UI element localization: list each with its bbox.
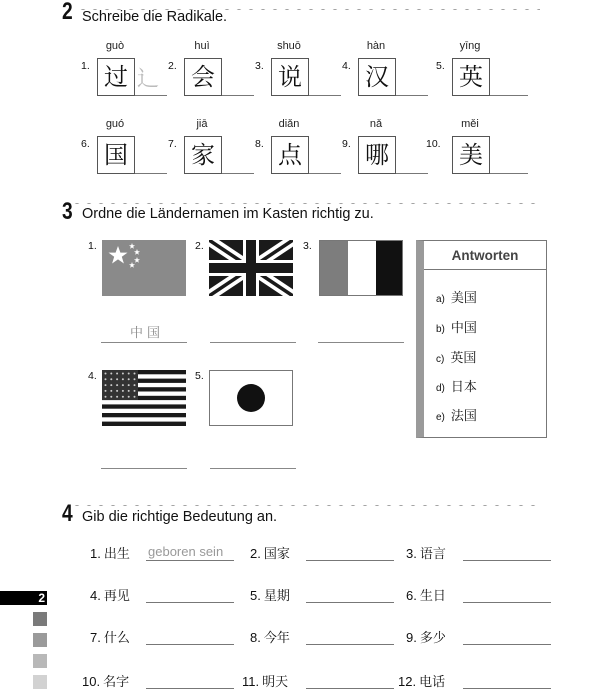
pinyin-label: yīng xyxy=(459,40,481,52)
character-box: 英 xyxy=(452,58,490,96)
pinyin-label: guò xyxy=(105,40,125,52)
character-box: 美 xyxy=(452,136,490,174)
section-4-dotted-divider xyxy=(74,498,542,506)
meaning-answer-line[interactable] xyxy=(146,644,234,645)
meaning-answer-line[interactable] xyxy=(306,644,394,645)
vocab-word: 3. 语言 xyxy=(406,546,446,562)
vocab-word: 9. 多少 xyxy=(406,630,446,646)
italy-flag xyxy=(319,240,403,296)
vocab-word: 2. 国家 xyxy=(250,546,290,562)
item-number: 3. xyxy=(255,60,264,72)
pinyin-label: guó xyxy=(105,118,125,130)
answer-c: c) 英国 xyxy=(436,351,477,366)
item-number: 2. xyxy=(168,60,177,72)
item-number: 10. xyxy=(426,138,441,150)
item-number: 9. xyxy=(342,138,351,150)
pinyin-label: nǎ xyxy=(369,118,383,130)
page-number-tab: 2 xyxy=(0,591,47,605)
china-flag xyxy=(102,240,186,296)
radical-answer: 辶 xyxy=(137,67,160,92)
character-box: 过 xyxy=(97,58,135,96)
meaning-answer: geboren sein xyxy=(148,544,224,559)
meaning-answer-line[interactable] xyxy=(463,644,551,645)
radical-answer-line[interactable] xyxy=(490,173,528,174)
meaning-answer-line[interactable] xyxy=(306,560,394,561)
chapter-tab-4 xyxy=(33,675,47,689)
vocab-word: 5. 星期 xyxy=(250,588,290,604)
flag-2-answer-line[interactable] xyxy=(210,342,296,343)
character-box: 会 xyxy=(184,58,222,96)
uk-flag xyxy=(209,240,293,296)
pinyin-label: hàn xyxy=(366,40,386,52)
flag-4-number: 4. xyxy=(88,370,97,382)
meaning-answer-line[interactable] xyxy=(463,560,551,561)
vocab-word: 4. 再见 xyxy=(90,588,130,604)
pinyin-label: jiā xyxy=(196,118,208,130)
item-number: 5. xyxy=(436,60,445,72)
radical-answer-line[interactable] xyxy=(309,95,341,96)
answer-a: a) 美国 xyxy=(436,291,477,306)
item-number: 7. xyxy=(168,138,177,150)
vocab-word: 7. 什么 xyxy=(90,630,130,646)
item-number: 1. xyxy=(81,60,90,72)
meaning-answer-line[interactable] xyxy=(463,602,551,603)
answers-title: Antworten xyxy=(424,241,546,270)
item-number: 4. xyxy=(342,60,351,72)
flag-1-answer-line[interactable] xyxy=(101,342,187,343)
character-box: 家 xyxy=(184,136,222,174)
radical-answer-line[interactable] xyxy=(135,173,167,174)
flag-3-number: 3. xyxy=(303,240,312,252)
character-box: 点 xyxy=(271,136,309,174)
pinyin-label: shuō xyxy=(277,40,301,52)
vocab-word: 12. 电话 xyxy=(398,674,446,690)
section-3-dotted-divider xyxy=(74,196,542,204)
flag-2-number: 2. xyxy=(195,240,204,252)
item-number: 6. xyxy=(81,138,90,150)
section-3-title: Ordne die Ländernamen im Kasten richtig zu. xyxy=(82,206,374,222)
meaning-answer-line[interactable] xyxy=(306,602,394,603)
answer-e: e) 法国 xyxy=(436,409,477,424)
character-box: 汉 xyxy=(358,58,396,96)
character-box: 说 xyxy=(271,58,309,96)
vocab-word: 6. 生日 xyxy=(406,588,446,604)
radical-answer-line[interactable] xyxy=(135,95,167,96)
pinyin-label: huì xyxy=(194,40,210,52)
vocab-word: 10. 名字 xyxy=(82,674,130,690)
section-3-number: 3 xyxy=(62,198,73,225)
radical-answer-line[interactable] xyxy=(222,173,254,174)
flag-4-answer-line[interactable] xyxy=(101,468,187,469)
chapter-tab-3 xyxy=(33,654,47,668)
japan-flag xyxy=(209,370,293,426)
answers-box xyxy=(416,240,547,438)
answer-b: b) 中国 xyxy=(436,321,477,336)
vocab-word: 8. 今年 xyxy=(250,630,290,646)
radical-answer-line[interactable] xyxy=(396,95,428,96)
flag-3-answer-line[interactable] xyxy=(318,342,404,343)
section-4-title: Gib die richtige Bedeutung an. xyxy=(82,509,278,525)
flag-1-answer: 中国 xyxy=(130,326,165,341)
section-2-title: Schreibe die Radikale. xyxy=(82,9,228,25)
pinyin-label: měi xyxy=(461,118,479,130)
chapter-tab-2 xyxy=(33,633,47,647)
answer-d: d) 日本 xyxy=(436,380,477,395)
flag-1-number: 1. xyxy=(88,240,97,252)
character-box: 哪 xyxy=(358,136,396,174)
vocab-word: 11. 明天 xyxy=(242,674,289,690)
radical-answer-line[interactable] xyxy=(222,95,254,96)
flag-5-number: 5. xyxy=(195,370,204,382)
item-number: 8. xyxy=(255,138,264,150)
radical-answer-line[interactable] xyxy=(490,95,528,96)
radical-answer-line[interactable] xyxy=(309,173,341,174)
vocab-word: 1. 出生 xyxy=(90,546,130,562)
meaning-answer-line[interactable] xyxy=(146,560,234,561)
flag-5-answer-line[interactable] xyxy=(210,468,296,469)
character-box: 国 xyxy=(97,136,135,174)
section-4-number: 4 xyxy=(62,500,73,527)
radical-answer-line[interactable] xyxy=(396,173,428,174)
pinyin-label: diǎn xyxy=(278,118,300,130)
section-2-number: 2 xyxy=(62,0,73,25)
chapter-tab-1 xyxy=(33,612,47,626)
meaning-answer-line[interactable] xyxy=(146,602,234,603)
usa-flag xyxy=(102,370,186,426)
